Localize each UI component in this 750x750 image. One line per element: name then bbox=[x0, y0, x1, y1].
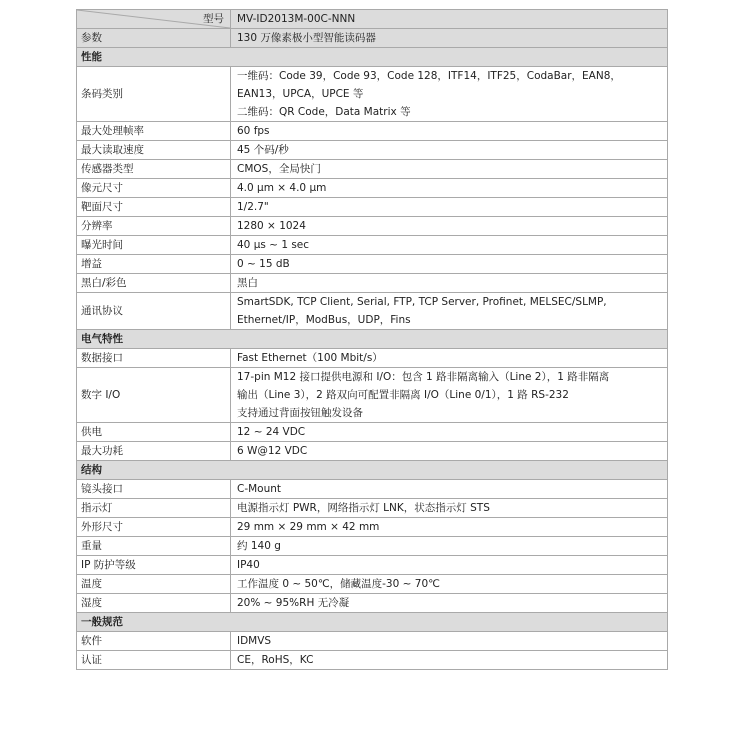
spec-value bbox=[231, 274, 668, 293]
spec-table-body bbox=[77, 10, 668, 670]
spec-value-line: 二维码：QR Code，Data Matrix 等 bbox=[237, 106, 411, 118]
spec-row bbox=[77, 499, 668, 518]
param-value: 130 万像素极小型智能读码器 bbox=[231, 29, 668, 48]
spec-value bbox=[231, 480, 668, 499]
spec-value bbox=[231, 349, 668, 368]
spec-value bbox=[231, 293, 668, 330]
header-corner-cell bbox=[77, 10, 231, 29]
spec-value-line: CMOS，全局快门 bbox=[237, 163, 321, 175]
spec-row bbox=[77, 537, 668, 556]
spec-row bbox=[77, 518, 668, 537]
spec-value-line: C-Mount bbox=[237, 483, 282, 495]
spec-value bbox=[231, 575, 668, 594]
spec-key: 最大处理帧率 bbox=[77, 122, 231, 141]
spec-value-line: 45 个码/秒 bbox=[237, 144, 289, 156]
spec-key: 通讯协议 bbox=[77, 293, 231, 330]
spec-key: 靶面尺寸 bbox=[77, 198, 231, 217]
spec-value-line: IDMVS bbox=[237, 635, 272, 647]
spec-value-line: 黑白 bbox=[237, 277, 258, 289]
spec-key: 传感器类型 bbox=[77, 160, 231, 179]
spec-key: 数字 I/O bbox=[77, 368, 231, 423]
spec-value bbox=[231, 442, 668, 461]
param-label: 参数 bbox=[77, 29, 231, 48]
spec-value-line: Ethernet/IP，ModBus，UDP，Fins bbox=[237, 314, 411, 326]
spec-row bbox=[77, 423, 668, 442]
spec-row bbox=[77, 236, 668, 255]
spec-value bbox=[231, 198, 668, 217]
spec-value-line: 6 W@12 VDC bbox=[237, 445, 308, 457]
spec-table bbox=[76, 9, 668, 670]
spec-value-line: 一维码：Code 39，Code 93，Code 128，ITF14，ITF25，CodaBar，EAN8， bbox=[237, 70, 621, 82]
spec-value-line: 支持通过背面按钮触发设备 bbox=[237, 407, 363, 419]
spec-key: 供电 bbox=[77, 423, 231, 442]
spec-value bbox=[231, 141, 668, 160]
spec-value-line: 1/2.7" bbox=[237, 201, 269, 213]
section-header-row bbox=[77, 613, 668, 632]
spec-value bbox=[231, 632, 668, 651]
spec-value bbox=[231, 236, 668, 255]
spec-value bbox=[231, 179, 668, 198]
spec-value-line: 1280 × 1024 bbox=[237, 220, 306, 232]
spec-value bbox=[231, 368, 668, 423]
spec-value bbox=[231, 423, 668, 442]
section-title: 结构 bbox=[77, 461, 668, 480]
spec-key: 镜头接口 bbox=[77, 480, 231, 499]
spec-value-line: 60 fps bbox=[237, 125, 270, 137]
spec-value-line: IP40 bbox=[237, 559, 260, 571]
spec-value-line: 12 ~ 24 VDC bbox=[237, 426, 306, 438]
spec-key: 外形尺寸 bbox=[77, 518, 231, 537]
spec-row bbox=[77, 480, 668, 499]
spec-value bbox=[231, 160, 668, 179]
spec-row bbox=[77, 255, 668, 274]
spec-value bbox=[231, 499, 668, 518]
spec-value-line: EAN13，UPCA，UPCE 等 bbox=[237, 88, 364, 100]
section-header-row bbox=[77, 330, 668, 349]
spec-value-line: 电源指示灯 PWR，网络指示灯 LNK，状态指示灯 STS bbox=[237, 502, 490, 514]
spec-key: 重量 bbox=[77, 537, 231, 556]
spec-value-line: 40 μs ~ 1 sec bbox=[237, 239, 310, 251]
spec-row bbox=[77, 179, 668, 198]
spec-row bbox=[77, 442, 668, 461]
spec-key: 像元尺寸 bbox=[77, 179, 231, 198]
spec-row bbox=[77, 67, 668, 122]
model-label: 型号 bbox=[203, 13, 224, 25]
spec-value bbox=[231, 217, 668, 236]
spec-value-line: SmartSDK, TCP Client, Serial, FTP, TCP Server, Profinet, MELSEC/SLMP, bbox=[237, 296, 607, 308]
spec-value-line: 输出（Line 3），2 路双向可配置非隔离 I/O（Line 0/1），1 路 RS-232 bbox=[237, 389, 569, 401]
spec-value-line: 工作温度 0 ~ 50℃，储藏温度-30 ~ 70℃ bbox=[237, 578, 440, 590]
spec-key: IP 防护等级 bbox=[77, 556, 231, 575]
spec-row bbox=[77, 122, 668, 141]
spec-row bbox=[77, 632, 668, 651]
spec-row bbox=[77, 160, 668, 179]
spec-row bbox=[77, 141, 668, 160]
spec-row bbox=[77, 349, 668, 368]
spec-value-line: 4.0 μm × 4.0 μm bbox=[237, 182, 327, 194]
spec-key: 分辨率 bbox=[77, 217, 231, 236]
section-header-row bbox=[77, 48, 668, 67]
spec-key: 曝光时间 bbox=[77, 236, 231, 255]
spec-row bbox=[77, 217, 668, 236]
spec-key: 条码类别 bbox=[77, 67, 231, 122]
spec-key: 最大功耗 bbox=[77, 442, 231, 461]
spec-value bbox=[231, 67, 668, 122]
spec-key: 黑白/彩色 bbox=[77, 274, 231, 293]
spec-row bbox=[77, 274, 668, 293]
spec-row bbox=[77, 368, 668, 423]
param-row bbox=[77, 29, 668, 48]
spec-row bbox=[77, 198, 668, 217]
spec-row bbox=[77, 556, 668, 575]
spec-value bbox=[231, 651, 668, 670]
model-value: MV-ID2013M-00C-NNN bbox=[231, 10, 668, 29]
spec-value-line: CE，RoHS，KC bbox=[237, 654, 314, 666]
spec-row bbox=[77, 651, 668, 670]
section-header-row bbox=[77, 461, 668, 480]
spec-value-line: 0 ~ 15 dB bbox=[237, 258, 290, 270]
section-title: 性能 bbox=[77, 48, 668, 67]
spec-row bbox=[77, 594, 668, 613]
spec-value-line: 17-pin M12 接口提供电源和 I/O：包含 1 路非隔离输入（Line 2），1 路非隔离 bbox=[237, 371, 610, 383]
spec-value-line: 约 140 g bbox=[237, 540, 281, 552]
spec-value bbox=[231, 255, 668, 274]
section-title: 电气特性 bbox=[77, 330, 668, 349]
spec-row bbox=[77, 293, 668, 330]
spec-value bbox=[231, 556, 668, 575]
spec-key: 数据接口 bbox=[77, 349, 231, 368]
spec-value bbox=[231, 537, 668, 556]
spec-value bbox=[231, 518, 668, 537]
spec-key: 温度 bbox=[77, 575, 231, 594]
spec-value-line: 29 mm × 29 mm × 42 mm bbox=[237, 521, 380, 533]
spec-key: 增益 bbox=[77, 255, 231, 274]
spec-value bbox=[231, 122, 668, 141]
model-row bbox=[77, 10, 668, 29]
spec-key: 湿度 bbox=[77, 594, 231, 613]
spec-key: 软件 bbox=[77, 632, 231, 651]
spec-key: 最大读取速度 bbox=[77, 141, 231, 160]
spec-value bbox=[231, 594, 668, 613]
spec-key: 指示灯 bbox=[77, 499, 231, 518]
spec-key: 认证 bbox=[77, 651, 231, 670]
spec-value-line: 20% ~ 95%RH 无冷凝 bbox=[237, 597, 350, 609]
section-title: 一般规范 bbox=[77, 613, 668, 632]
spec-row bbox=[77, 575, 668, 594]
spec-value-line: Fast Ethernet（100 Mbit/s） bbox=[237, 352, 383, 364]
